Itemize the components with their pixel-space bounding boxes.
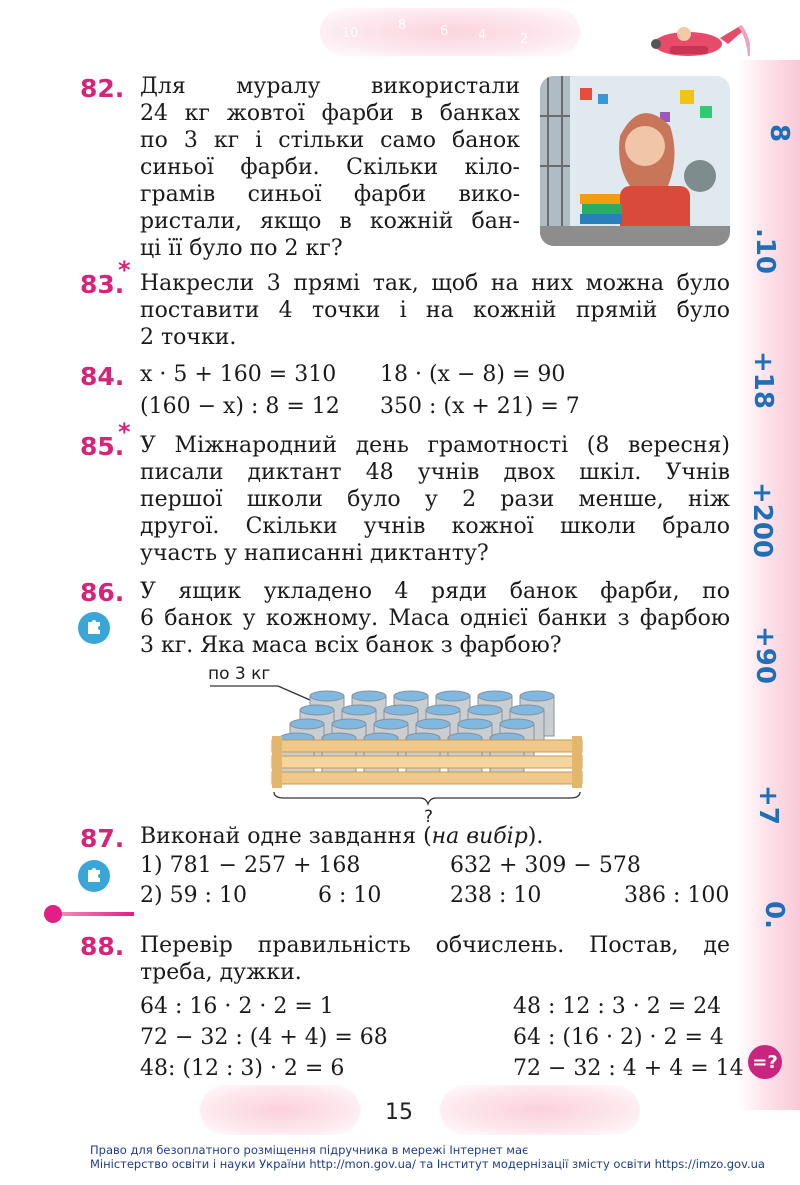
paint-can-lid <box>458 719 492 729</box>
task-85-line: писали диктант 48 учнів двох шкіл. Учнів <box>140 460 730 485</box>
task-85-line: другої. Скільки учнів кожної школи брало <box>140 514 730 539</box>
bottom-cloud-left <box>200 1085 360 1135</box>
task-85-text <box>140 432 730 567</box>
task-86-text <box>140 578 730 659</box>
paint-can-lid <box>436 691 470 701</box>
cloud-num-4: 4 <box>478 28 487 43</box>
task-82-line: грамів синьої фарби вико- <box>140 182 520 207</box>
task-85-line: У Міжнародний день грамотності (8 вересня) <box>140 433 730 458</box>
task-82-number: 82. <box>80 74 125 103</box>
task-88-line: треба, дужки. <box>140 960 302 985</box>
footer <box>90 1143 765 1171</box>
cloud-num-1: 10 <box>342 26 359 41</box>
calculation: 72 − 32 : 4 + 4 = 14 <box>513 1056 744 1081</box>
task-86-line: 6 банок у кожному. Маса однієї банки з фарбою <box>140 606 730 631</box>
paint-can-lid <box>332 719 366 729</box>
equation: x · 5 + 160 = 310 <box>140 362 337 387</box>
paint-can-lid <box>500 719 534 729</box>
top-cloud <box>320 8 580 56</box>
right-decor-strip <box>738 60 800 1110</box>
puzzle-icon <box>78 612 110 644</box>
task-82-line: ристали, якщо в кожній бан- <box>140 209 520 234</box>
paint-can-lid <box>520 691 554 701</box>
task-87-choice: на вибір <box>431 824 528 849</box>
task-82-line: синьої фарби. Скільки кіло- <box>140 155 520 180</box>
calculation: 48 : 12 : 3 · 2 = 24 <box>513 994 722 1019</box>
expression: 1) 781 − 257 + 168 <box>140 853 361 878</box>
calculation: 72 − 32 : (4 + 4) = 68 <box>140 1025 388 1050</box>
task-85-number: 85. <box>80 432 125 461</box>
paint-can-lid <box>342 705 376 715</box>
paint-cans-crate-illustration <box>200 680 620 830</box>
cloud-num-5: 2 <box>520 32 529 47</box>
task-88-number: 88. <box>80 932 125 961</box>
task-82-line: 24 кг жовтої фарби в банках <box>140 101 520 126</box>
divider-dot <box>44 905 62 923</box>
paint-can-lid <box>416 719 450 729</box>
side-number-3: +18 <box>748 351 779 409</box>
task-83-text <box>140 270 730 351</box>
task-88-text <box>140 932 730 986</box>
task-83-number: 83. <box>80 270 125 299</box>
task-83-line: 2 точки. <box>140 325 237 350</box>
side-number-4: +200 <box>746 481 777 559</box>
footer-line: Міністерство освіти і науки України http://mon.gov.ua/ та Інститут модернізації змісту освіти https://imzo.gov.ua <box>90 1157 765 1171</box>
task-86-line: 3 кг. Яка маса всіх банок з фарбою? <box>140 633 562 658</box>
cloud-num-3: 6 <box>440 24 449 39</box>
task-88-line: Перевір правильність обчислень. Постав, де <box>140 933 730 958</box>
task-86-number: 86. <box>80 578 125 607</box>
page-number: 15 <box>385 1100 413 1125</box>
paint-can-lid <box>290 719 324 729</box>
task-87-intro-text: Виконай одне завдання ( <box>140 824 432 849</box>
task-82-text <box>140 73 520 262</box>
task-87-intro <box>140 824 543 849</box>
paint-can-lid <box>510 705 544 715</box>
equation: (160 − x) : 8 = 12 <box>140 394 340 419</box>
task-86-line: У ящик укладено 4 ряди банок фарби, по <box>140 579 730 604</box>
unknown-total-label: ? <box>424 807 434 827</box>
expression: 238 : 10 <box>450 883 542 908</box>
task-82-line: Для муралу використали <box>140 74 520 99</box>
task-85-line: участь у написанні диктанту? <box>140 541 489 566</box>
star-icon: * <box>118 418 131 446</box>
paint-can-lid <box>300 705 334 715</box>
paint-can-lid <box>468 705 502 715</box>
equation: 18 · (x − 8) = 90 <box>380 362 566 387</box>
task-83-line: Накресли 3 прямі так, щоб на них можна було <box>140 271 730 296</box>
paint-can-lid <box>478 691 512 701</box>
paint-can-lid <box>394 691 428 701</box>
expression: 386 : 100 <box>624 883 730 908</box>
star-icon: * <box>118 256 131 284</box>
side-number-6: +7 <box>753 785 784 825</box>
cans-weight-label: по 3 кг <box>208 664 271 684</box>
expression: 6 : 10 <box>318 883 382 908</box>
puzzle-icon <box>78 860 110 892</box>
task-82-line: по 3 кг і стільки само банок <box>140 128 520 153</box>
cloud-num-2: 8 <box>398 18 407 33</box>
side-number-7: 0. <box>759 901 790 929</box>
task-83-line: поставити 4 точки і на кожній прямій було <box>140 298 730 323</box>
calculation: 64 : 16 · 2 · 2 = 1 <box>140 994 334 1019</box>
mural-photo <box>540 76 730 246</box>
paint-can-lid <box>374 719 408 729</box>
side-number-2: .10 <box>749 227 780 275</box>
side-number-1: 8 <box>763 123 794 143</box>
task-82-line: ці її було по 2 кг? <box>140 236 343 261</box>
expression: 2) 59 : 10 <box>140 883 247 908</box>
equation: 350 : (x + 21) = 7 <box>380 394 580 419</box>
calculation: 64 : (16 · 2) · 2 = 4 <box>513 1025 724 1050</box>
mural-illustration <box>540 76 730 246</box>
expression: 632 + 309 − 578 <box>450 853 641 878</box>
task-87-intro-end: ). <box>527 824 544 849</box>
calculation: 48: (12 : 3) · 2 = 6 <box>140 1056 345 1081</box>
paint-can-lid <box>310 691 344 701</box>
paint-can-lid <box>352 691 386 701</box>
task-87-number: 87. <box>80 824 125 853</box>
bottom-cloud-right <box>440 1085 640 1135</box>
task-85-line: першої школи було у 2 рази менше, ніж <box>140 487 730 512</box>
task-84-number: 84. <box>80 362 125 391</box>
paint-can-lid <box>384 705 418 715</box>
check-badge-icon: =? <box>748 1045 782 1079</box>
paint-can-lid <box>426 705 460 715</box>
footer-line: Право для безоплатного розміщення підручника в мережі Інтернет має <box>90 1143 529 1157</box>
airplane-icon <box>640 16 750 64</box>
side-number-5: +90 <box>750 626 781 684</box>
